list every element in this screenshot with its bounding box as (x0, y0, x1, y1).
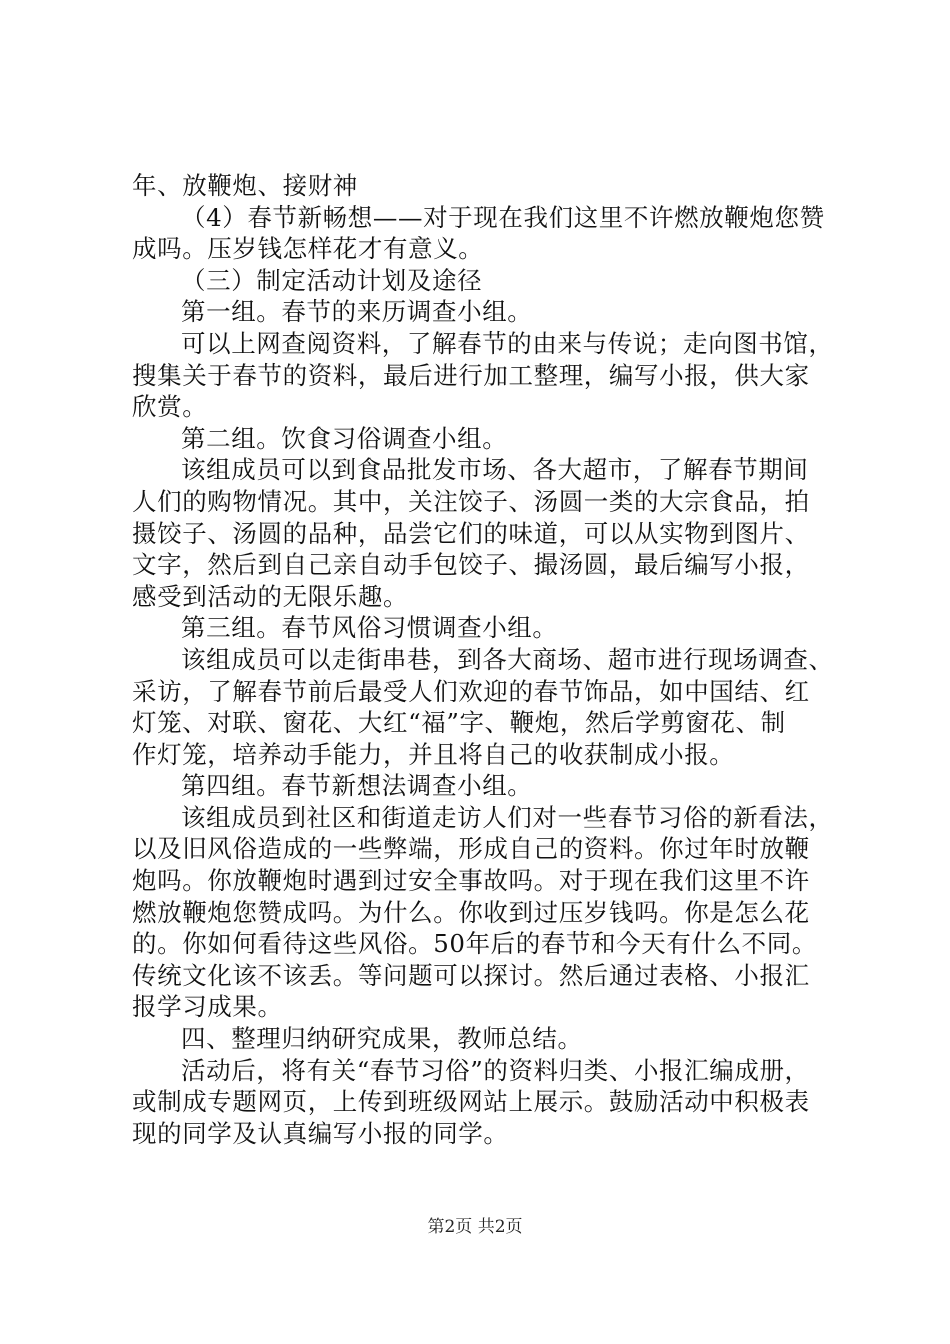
group-heading: 第二组。饮食习俗调查小组。 (181, 423, 508, 453)
text-line: 成吗。压岁钱怎样花才有意义。 (132, 234, 484, 264)
text-line: 报学习成果。 (132, 992, 283, 1022)
text-line: 该组成员可以走街串巷，到各大商场、超市进行现场调查、 (181, 644, 834, 674)
section-heading: （三）制定活动计划及途径 (181, 265, 483, 295)
text-line: 以及旧风俗造成的一些弊端，形成自己的资料。你过年时放鞭 (132, 834, 810, 864)
text-line: 感受到活动的无限乐趣。 (132, 581, 409, 611)
text-line: 可以上网查阅资料，了解春节的由来与传说；走向图书馆， (181, 328, 834, 358)
group-heading: 第三组。春节风俗习惯调查小组。 (181, 613, 558, 643)
text-line: 燃放鞭炮您赞成吗。为什么。你收到过压岁钱吗。你是怎么花 (132, 897, 810, 927)
text-line: 搜集关于春节的资料，最后进行加工整理，编写小报，供大家 (132, 360, 810, 390)
text-line: 现的同学及认真编写小报的同学。 (132, 1118, 509, 1148)
page-number-footer: 第2页 共2页 (427, 1217, 523, 1237)
text-line: 该组成员到社区和街道走访人们对一些春节习俗的新看法， (181, 802, 834, 832)
text-line: 炮吗。你放鞭炮时遇到过安全事故吗。对于现在我们这里不许 (132, 866, 810, 896)
text-line: 欣赏。 (132, 392, 208, 422)
text-line: 灯笼、对联、窗花、大红“福”字、鞭炮，然后学剪窗花、制 (132, 708, 786, 738)
text-line: 采访，了解春节前后最受人们欢迎的春节饰品，如中国结、红 (132, 676, 810, 706)
document-body (132, 170, 832, 1149)
text-line: 该组成员可以到食品批发市场、各大超市，了解春节期间 (181, 455, 809, 485)
group-heading: 第四组。春节新想法调查小组。 (181, 771, 533, 801)
text-line: 摄饺子、汤圆的品种，品尝它们的味道，可以从实物到图片、 (132, 518, 810, 548)
section-heading: 四、整理归纳研究成果，教师总结。 (181, 1024, 583, 1054)
text-line: 作灯笼，培养动手能力，并且将自己的收获制成小报。 (132, 739, 735, 769)
text-line: 的。你如何看待这些风俗。50年后的春节和今天有什么不同。 (132, 929, 817, 959)
text-line: 活动后，将有关“春节习俗”的资料归类、小报汇编成册， (181, 1055, 810, 1085)
text-line: 人们的购物情况。其中，关注饺子、汤圆一类的大宗食品，拍 (132, 486, 810, 516)
text-line: 或制成专题网页，上传到班级网站上展示。鼓励活动中积极表 (132, 1087, 810, 1117)
text-line: （4）春节新畅想——对于现在我们这里不许燃放鞭炮您赞 (181, 202, 825, 232)
text-line: 年、放鞭炮、接财神 (132, 171, 358, 200)
group-heading: 第一组。春节的来历调查小组。 (181, 297, 533, 327)
text-line: 文字，然后到自己亲自动手包饺子、撮汤圆，最后编写小报， (132, 550, 810, 580)
text-line: 传统文化该不该丢。等问题可以探讨。然后通过表格、小报汇 (132, 960, 810, 990)
